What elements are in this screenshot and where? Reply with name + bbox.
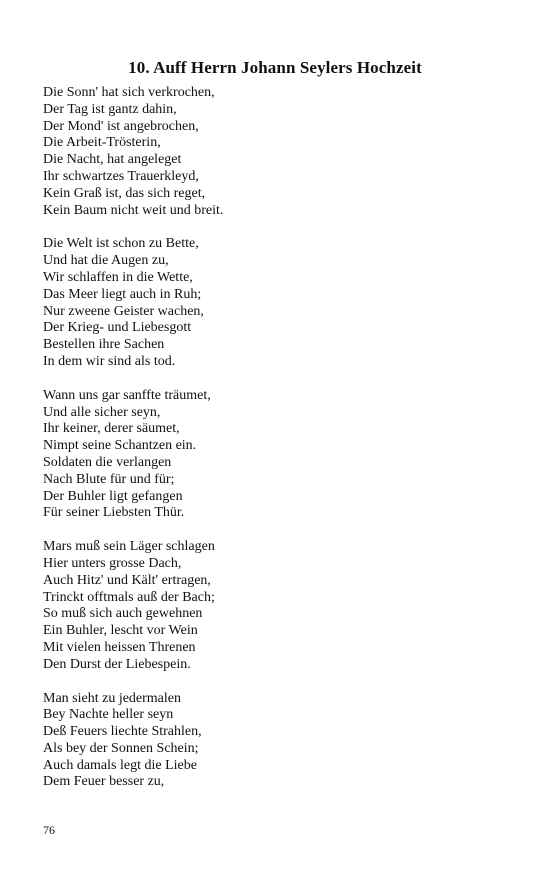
poem-line: Ihr keiner, derer säumet, [43, 421, 180, 437]
poem-line: Bestellen ihre Sachen [43, 337, 165, 353]
poem-line: Bey Nachte heller seyn [43, 707, 174, 723]
poem-line: Deß Feuers liechte Strahlen, [43, 724, 202, 740]
poem-line: So muß sich auch gewehnen [43, 606, 203, 622]
poem-line: Nur zweene Geister wachen, [43, 303, 204, 319]
poem-line: Ein Buhler, lescht vor Wein [43, 623, 198, 639]
poem-line: Für seiner Liebsten Thür. [43, 505, 185, 521]
poem-line: Der Mond' ist angebrochen, [43, 118, 199, 134]
poem-line: Die Nacht, hat angeleget [43, 152, 182, 168]
poem-line: Mit vielen heissen Threnen [43, 639, 196, 655]
poem-line: Auch Hitz' und Kält' ertragen, [43, 572, 211, 588]
poem-line: Der Tag ist gantz dahin, [43, 101, 177, 117]
poem-line: Wir schlaffen in die Wette, [43, 269, 193, 285]
poem-line: Die Welt ist schon zu Bette, [43, 236, 199, 252]
poem-line: Und alle sicher seyn, [43, 404, 161, 420]
poem-line: In dem wir sind als tod. [43, 353, 176, 369]
stanza-2 [43, 236, 513, 370]
poem-line: Auch damals legt die Liebe [43, 757, 197, 773]
poem-line: Hier unters grosse Dach, [43, 555, 182, 571]
poem-line: Als bey der Sonnen Schein; [43, 740, 199, 756]
stanza-5 [43, 691, 513, 792]
poem-line: Trinckt offtmals auß der Bach; [43, 589, 215, 605]
poem-line: Der Buhler ligt gefangen [43, 488, 183, 504]
poem-title: 10. Auff Herrn Johann Seylers Hochzeit [128, 58, 422, 77]
poem-line: Die Sonn' hat sich verkrochen, [43, 85, 215, 100]
poem-line: Kein Baum nicht weit und breit. [43, 202, 224, 218]
poem-line: Nach Blute für und für; [43, 471, 175, 487]
stanza-1 [43, 85, 513, 219]
poem-line: Ihr schwartzes Trauerkleyd, [43, 168, 199, 184]
poem-line: Soldaten die verlangen [43, 454, 172, 470]
poem-line: Wann uns gar sanffte träumet, [43, 387, 211, 403]
poem-line: Mars muß sein Läger schlagen [43, 539, 215, 555]
poem-line: Die Arbeit-Trösterin, [43, 135, 161, 151]
page-number: 76 [43, 823, 55, 837]
poem-line: Den Durst der Liebespein. [43, 656, 191, 672]
stanza-3 [43, 388, 513, 522]
poem-line: Und hat die Augen zu, [43, 253, 169, 269]
poem-line: Man sieht zu jedermalen [43, 690, 182, 706]
poem-line: Das Meer liegt auch in Ruh; [43, 286, 202, 302]
poem-line: Der Krieg- und Liebesgott [43, 320, 192, 336]
poem-line: Dem Feuer besser zu, [43, 774, 165, 790]
poem-line: Nimpt seine Schantzen ein. [43, 438, 197, 454]
poem-line: Kein Graß ist, das sich reget, [43, 185, 206, 201]
stanza-4 [43, 539, 513, 673]
poem-body [43, 85, 513, 808]
